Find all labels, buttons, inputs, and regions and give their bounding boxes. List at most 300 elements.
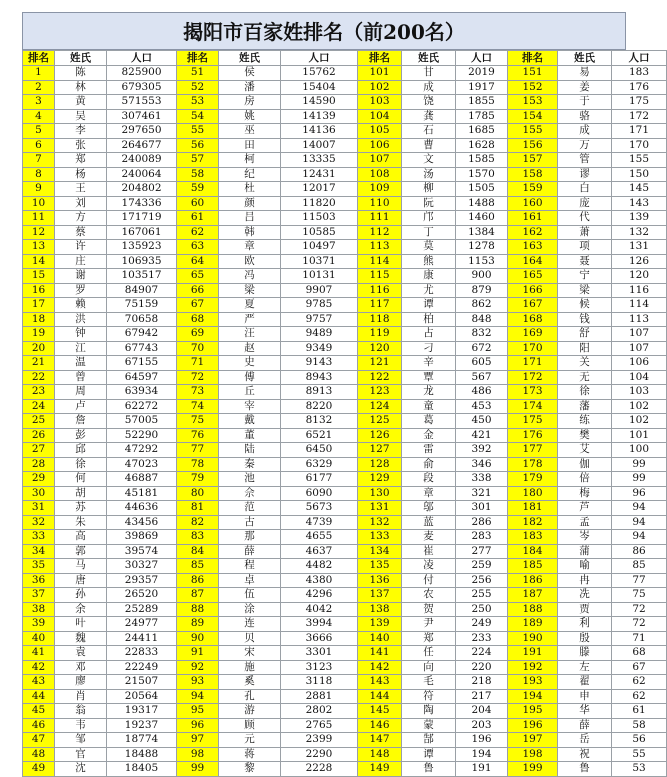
header-rank: 排名: [358, 51, 402, 66]
surname-cell: 吴: [55, 109, 107, 124]
population-cell: 84907: [107, 283, 177, 298]
rank-cell: 95: [177, 704, 219, 719]
population-cell: 8913: [281, 385, 358, 400]
header-row: [23, 51, 667, 66]
surname-cell: 冼: [558, 588, 612, 603]
population-cell: 218: [456, 675, 508, 690]
population-cell: 107: [612, 341, 667, 356]
population-cell: 2019: [456, 66, 508, 81]
population-cell: 170: [612, 138, 667, 153]
surname-cell: 梁: [219, 283, 281, 298]
rank-cell: 199: [508, 762, 558, 777]
rank-cell: 36: [23, 573, 55, 588]
surname-cell: 史: [219, 356, 281, 371]
surname-cell: 韦: [55, 718, 107, 733]
rank-cell: 164: [508, 254, 558, 269]
surname-cell: 藩: [558, 399, 612, 414]
population-cell: 72: [612, 617, 667, 632]
surname-cell: 喻: [558, 559, 612, 574]
rank-cell: 138: [358, 602, 402, 617]
population-cell: 77: [612, 573, 667, 588]
rank-cell: 198: [508, 747, 558, 762]
surname-cell: 段: [402, 472, 456, 487]
surname-cell: 郜: [402, 733, 456, 748]
population-cell: 6450: [281, 443, 358, 458]
surname-cell: 赖: [55, 298, 107, 313]
surname-cell: 詹: [55, 414, 107, 429]
table-row: [23, 269, 667, 284]
surname-cell: 饶: [402, 95, 456, 110]
population-cell: 14139: [281, 109, 358, 124]
rank-cell: 104: [358, 109, 402, 124]
population-cell: 825900: [107, 66, 177, 81]
population-cell: 139: [612, 211, 667, 226]
population-cell: 63934: [107, 385, 177, 400]
population-cell: 68: [612, 646, 667, 661]
rank-cell: 186: [508, 573, 558, 588]
population-cell: 18405: [107, 762, 177, 777]
population-cell: 264677: [107, 138, 177, 153]
population-cell: 86: [612, 544, 667, 559]
population-cell: 116: [612, 283, 667, 298]
rank-cell: 68: [177, 312, 219, 327]
rank-cell: 179: [508, 472, 558, 487]
population-cell: 1917: [456, 80, 508, 95]
rank-cell: 7: [23, 153, 55, 168]
surname-cell: 刁: [402, 341, 456, 356]
population-cell: 24411: [107, 631, 177, 646]
surname-cell: 傅: [219, 370, 281, 385]
rank-cell: 167: [508, 298, 558, 313]
table-row: [23, 718, 667, 733]
surname-cell: 殷: [558, 631, 612, 646]
surname-cell: 何: [55, 472, 107, 487]
rank-cell: 19: [23, 327, 55, 342]
surname-cell: 吕: [219, 211, 281, 226]
population-cell: 120: [612, 269, 667, 284]
rank-cell: 23: [23, 385, 55, 400]
rank-cell: 189: [508, 617, 558, 632]
surname-cell: 薛: [219, 544, 281, 559]
population-cell: 14590: [281, 95, 358, 110]
population-cell: 8220: [281, 399, 358, 414]
surname-cell: 严: [219, 312, 281, 327]
population-cell: 1505: [456, 182, 508, 197]
rank-cell: 136: [358, 573, 402, 588]
table-row: [23, 327, 667, 342]
population-cell: 217: [456, 689, 508, 704]
table-row: [23, 124, 667, 139]
population-cell: 1460: [456, 211, 508, 226]
rank-cell: 81: [177, 501, 219, 516]
population-cell: 106935: [107, 254, 177, 269]
population-cell: 297650: [107, 124, 177, 139]
rank-cell: 171: [508, 356, 558, 371]
population-cell: 3994: [281, 617, 358, 632]
surname-cell: 贾: [558, 602, 612, 617]
population-cell: 4296: [281, 588, 358, 603]
rank-cell: 43: [23, 675, 55, 690]
population-cell: 196: [456, 733, 508, 748]
surname-cell: 华: [558, 704, 612, 719]
table-row: [23, 66, 667, 81]
rank-cell: 16: [23, 283, 55, 298]
surname-cell: 无: [558, 370, 612, 385]
population-cell: 103: [612, 385, 667, 400]
rank-cell: 176: [508, 428, 558, 443]
population-cell: 453: [456, 399, 508, 414]
surname-cell: 尤: [402, 283, 456, 298]
surname-cell: 申: [558, 689, 612, 704]
rank-cell: 160: [508, 196, 558, 211]
population-cell: 255: [456, 588, 508, 603]
rank-cell: 48: [23, 747, 55, 762]
population-cell: 879: [456, 283, 508, 298]
rank-cell: 86: [177, 573, 219, 588]
rank-cell: 90: [177, 631, 219, 646]
table-row: [23, 283, 667, 298]
population-cell: 301: [456, 501, 508, 516]
table-row: [23, 167, 667, 182]
surname-cell: 曹: [402, 138, 456, 153]
surname-cell: 柏: [402, 312, 456, 327]
population-cell: 862: [456, 298, 508, 313]
table-row: [23, 399, 667, 414]
rank-cell: 28: [23, 457, 55, 472]
table-row: [23, 385, 667, 400]
rank-cell: 13: [23, 240, 55, 255]
population-cell: 9785: [281, 298, 358, 313]
surname-cell: 姜: [558, 80, 612, 95]
surname-cell: 朱: [55, 515, 107, 530]
population-cell: 1628: [456, 138, 508, 153]
rank-cell: 170: [508, 341, 558, 356]
surname-cell: 池: [219, 472, 281, 487]
population-cell: 145: [612, 182, 667, 197]
rank-cell: 34: [23, 544, 55, 559]
population-cell: 18488: [107, 747, 177, 762]
surname-cell: 农: [402, 588, 456, 603]
table-row: [23, 515, 667, 530]
rank-cell: 31: [23, 501, 55, 516]
surname-cell: 童: [402, 399, 456, 414]
population-cell: 47292: [107, 443, 177, 458]
rank-cell: 79: [177, 472, 219, 487]
rank-cell: 8: [23, 167, 55, 182]
surname-cell: 祝: [558, 747, 612, 762]
table-row: [23, 138, 667, 153]
rank-cell: 174: [508, 399, 558, 414]
rank-cell: 58: [177, 167, 219, 182]
population-cell: 3666: [281, 631, 358, 646]
surname-cell: 芦: [558, 501, 612, 516]
rank-cell: 47: [23, 733, 55, 748]
surname-cell: 宁: [558, 269, 612, 284]
surname-cell: 夏: [219, 298, 281, 313]
surname-cell: 郑: [402, 631, 456, 646]
population-cell: 102: [612, 399, 667, 414]
rank-cell: 130: [358, 486, 402, 501]
population-cell: 4739: [281, 515, 358, 530]
rank-cell: 127: [358, 443, 402, 458]
population-cell: 15762: [281, 66, 358, 81]
surname-cell: 高: [55, 530, 107, 545]
population-cell: 67155: [107, 356, 177, 371]
rank-cell: 190: [508, 631, 558, 646]
surname-cell: 徐: [55, 457, 107, 472]
population-cell: 848: [456, 312, 508, 327]
surname-cell: 温: [55, 356, 107, 371]
rank-cell: 132: [358, 515, 402, 530]
population-cell: 204: [456, 704, 508, 719]
rank-cell: 115: [358, 269, 402, 284]
surname-cell: 郭: [55, 544, 107, 559]
population-cell: 64597: [107, 370, 177, 385]
table-row: [23, 762, 667, 777]
rank-cell: 71: [177, 356, 219, 371]
population-cell: 3123: [281, 660, 358, 675]
rank-cell: 15: [23, 269, 55, 284]
rank-cell: 10: [23, 196, 55, 211]
rank-cell: 162: [508, 225, 558, 240]
rank-cell: 92: [177, 660, 219, 675]
population-cell: 30327: [107, 559, 177, 574]
surname-cell: 谭: [402, 298, 456, 313]
surname-cell: 卢: [55, 399, 107, 414]
rank-cell: 55: [177, 124, 219, 139]
rank-cell: 11: [23, 211, 55, 226]
surname-cell: 蒲: [558, 544, 612, 559]
population-cell: 47023: [107, 457, 177, 472]
rank-cell: 187: [508, 588, 558, 603]
header-surname: 姓氏: [219, 51, 281, 66]
population-cell: 46887: [107, 472, 177, 487]
population-cell: 9907: [281, 283, 358, 298]
surname-cell: 董: [219, 428, 281, 443]
rank-cell: 193: [508, 675, 558, 690]
surname-cell: 骆: [558, 109, 612, 124]
table-row: [23, 457, 667, 472]
rank-cell: 146: [358, 718, 402, 733]
population-cell: 104: [612, 370, 667, 385]
rank-cell: 2: [23, 80, 55, 95]
surname-cell: 罗: [55, 283, 107, 298]
rank-cell: 72: [177, 370, 219, 385]
surname-cell: 成: [402, 80, 456, 95]
surname-cell: 蓝: [402, 515, 456, 530]
rank-cell: 126: [358, 428, 402, 443]
population-cell: 94: [612, 530, 667, 545]
surname-cell: 艾: [558, 443, 612, 458]
surname-cell: 陈: [55, 66, 107, 81]
table-row: [23, 225, 667, 240]
table-row: [23, 559, 667, 574]
page-title: 揭阳市百家姓排名（前200名）: [22, 12, 626, 50]
population-cell: 62: [612, 689, 667, 704]
rank-cell: 141: [358, 646, 402, 661]
population-cell: 13335: [281, 153, 358, 168]
rank-cell: 49: [23, 762, 55, 777]
rank-cell: 82: [177, 515, 219, 530]
surname-cell: 宋: [219, 646, 281, 661]
rank-cell: 51: [177, 66, 219, 81]
population-cell: 10371: [281, 254, 358, 269]
surname-cell: 石: [402, 124, 456, 139]
rank-cell: 121: [358, 356, 402, 371]
population-cell: 58: [612, 718, 667, 733]
table-row: [23, 689, 667, 704]
population-cell: 321: [456, 486, 508, 501]
population-cell: 102: [612, 414, 667, 429]
population-cell: 14007: [281, 138, 358, 153]
surname-cell: 陶: [402, 704, 456, 719]
population-cell: 24977: [107, 617, 177, 632]
rank-cell: 158: [508, 167, 558, 182]
population-cell: 6177: [281, 472, 358, 487]
population-cell: 4482: [281, 559, 358, 574]
surname-cell: 文: [402, 153, 456, 168]
population-cell: 56: [612, 733, 667, 748]
rank-cell: 5: [23, 124, 55, 139]
rank-cell: 46: [23, 718, 55, 733]
population-cell: 103517: [107, 269, 177, 284]
surname-cell: 俞: [402, 457, 456, 472]
surname-cell: 顾: [219, 718, 281, 733]
population-cell: 8132: [281, 414, 358, 429]
table-row: [23, 704, 667, 719]
rank-cell: 169: [508, 327, 558, 342]
surname-cell: 叶: [55, 617, 107, 632]
population-cell: 233: [456, 631, 508, 646]
surname-cell: 曾: [55, 370, 107, 385]
rank-cell: 125: [358, 414, 402, 429]
rank-cell: 20: [23, 341, 55, 356]
rank-cell: 148: [358, 747, 402, 762]
population-cell: 338: [456, 472, 508, 487]
population-cell: 131: [612, 240, 667, 255]
population-cell: 2881: [281, 689, 358, 704]
surname-cell: 黄: [55, 95, 107, 110]
rank-cell: 24: [23, 399, 55, 414]
population-cell: 240064: [107, 167, 177, 182]
population-cell: 605: [456, 356, 508, 371]
population-cell: 9757: [281, 312, 358, 327]
rank-cell: 172: [508, 370, 558, 385]
rank-cell: 14: [23, 254, 55, 269]
rank-cell: 140: [358, 631, 402, 646]
surname-cell: 蒙: [402, 718, 456, 733]
rank-cell: 117: [358, 298, 402, 313]
table-row: [23, 254, 667, 269]
population-cell: 900: [456, 269, 508, 284]
population-cell: 155: [612, 153, 667, 168]
population-cell: 10497: [281, 240, 358, 255]
surname-cell: 谢: [55, 269, 107, 284]
population-cell: 150: [612, 167, 667, 182]
surname-cell: 纪: [219, 167, 281, 182]
rank-cell: 25: [23, 414, 55, 429]
population-cell: 11820: [281, 196, 358, 211]
rank-cell: 65: [177, 269, 219, 284]
population-cell: 12017: [281, 182, 358, 197]
population-cell: 1855: [456, 95, 508, 110]
surname-cell: 游: [219, 704, 281, 719]
rank-cell: 77: [177, 443, 219, 458]
population-cell: 4380: [281, 573, 358, 588]
population-cell: 18774: [107, 733, 177, 748]
table-row: [23, 501, 667, 516]
surname-cell: 姚: [219, 109, 281, 124]
header-surname: 姓氏: [402, 51, 456, 66]
surname-cell: 冉: [558, 573, 612, 588]
rank-cell: 33: [23, 530, 55, 545]
surname-cell: 谭: [402, 747, 456, 762]
population-cell: 1384: [456, 225, 508, 240]
surname-cell: 古: [219, 515, 281, 530]
table-row: [23, 660, 667, 675]
population-cell: 143: [612, 196, 667, 211]
population-cell: 113: [612, 312, 667, 327]
rank-cell: 29: [23, 472, 55, 487]
surname-cell: 范: [219, 501, 281, 516]
rank-cell: 113: [358, 240, 402, 255]
table-row: [23, 356, 667, 371]
population-cell: 6090: [281, 486, 358, 501]
rank-cell: 151: [508, 66, 558, 81]
surname-cell: 白: [558, 182, 612, 197]
population-cell: 1153: [456, 254, 508, 269]
surname-cell: 崔: [402, 544, 456, 559]
surname-cell: 尹: [402, 617, 456, 632]
rank-cell: 101: [358, 66, 402, 81]
surname-cell: 袁: [55, 646, 107, 661]
population-cell: 114: [612, 298, 667, 313]
surname-cell: 苏: [55, 501, 107, 516]
surname-cell: 代: [558, 211, 612, 226]
population-cell: 26520: [107, 588, 177, 603]
rank-cell: 1: [23, 66, 55, 81]
surname-cell: 肖: [55, 689, 107, 704]
surname-cell: 汪: [219, 327, 281, 342]
rank-cell: 143: [358, 675, 402, 690]
surname-cell: 贺: [402, 602, 456, 617]
population-cell: 25289: [107, 602, 177, 617]
rank-cell: 84: [177, 544, 219, 559]
rank-cell: 108: [358, 167, 402, 182]
surname-cell: 翟: [558, 675, 612, 690]
surname-cell: 占: [402, 327, 456, 342]
population-cell: 672: [456, 341, 508, 356]
rank-cell: 196: [508, 718, 558, 733]
rank-cell: 111: [358, 211, 402, 226]
surname-cell: 易: [558, 66, 612, 81]
population-cell: 9349: [281, 341, 358, 356]
surname-cell: 孟: [558, 515, 612, 530]
rank-cell: 56: [177, 138, 219, 153]
surname-cell: 雷: [402, 443, 456, 458]
population-cell: 2290: [281, 747, 358, 762]
rank-cell: 88: [177, 602, 219, 617]
rank-cell: 38: [23, 602, 55, 617]
surname-cell: 覃: [402, 370, 456, 385]
surname-cell: 章: [219, 240, 281, 255]
surname-cell: 程: [219, 559, 281, 574]
population-cell: 94: [612, 515, 667, 530]
population-cell: 249: [456, 617, 508, 632]
rank-cell: 93: [177, 675, 219, 690]
surname-cell: 阮: [402, 196, 456, 211]
rank-cell: 37: [23, 588, 55, 603]
